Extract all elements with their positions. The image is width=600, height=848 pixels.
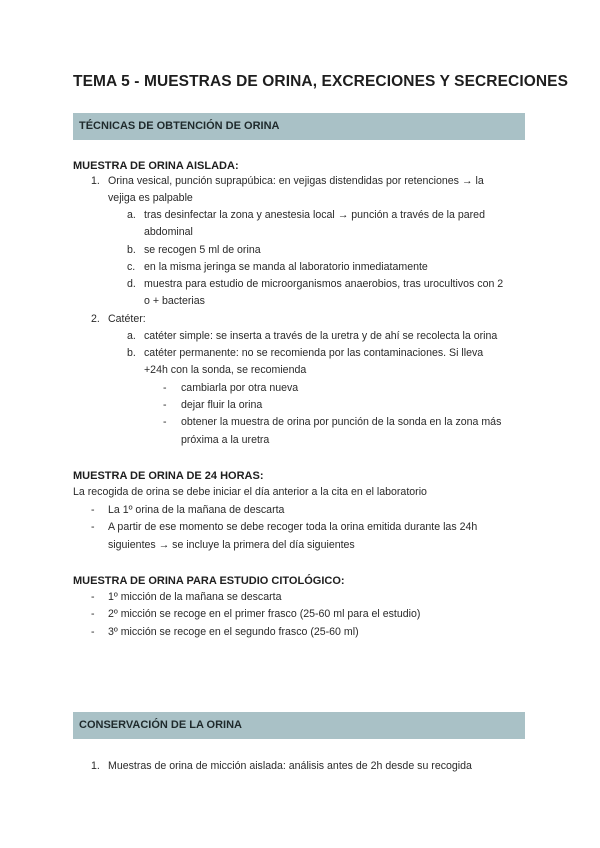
- dash-item-text: A partir de ese momento se debe recoger toda la orina emitida durante las 24h: [108, 521, 478, 533]
- dash-item-text: La 1º orina de la mañana de descarta: [108, 504, 285, 516]
- sublist-item-text-cont: +24h con la sonda, se recomienda: [144, 364, 307, 376]
- sublist-marker: a.: [127, 330, 136, 342]
- sublist-marker: b.: [127, 244, 136, 256]
- list-marker: 2.: [91, 313, 100, 325]
- list-item-text: Catéter:: [108, 313, 146, 325]
- list-item-text-cont: vejiga es palpable: [108, 192, 193, 204]
- sublist-item-text: muestra para estudio de microorganismos anaerobios, tras urocultivos con 2: [144, 278, 504, 290]
- dash-marker: -: [91, 608, 95, 620]
- sublist-item-text: catéter simple: se inserta a través de la uretra y de ahí se recolecta la orina: [144, 330, 498, 342]
- dash-item-text: cambiarla por otra nueva: [181, 382, 299, 394]
- dash-marker: -: [91, 521, 95, 533]
- dash-marker: -: [163, 416, 167, 428]
- dash-marker: -: [91, 504, 95, 516]
- sublist-item-text: tras desinfectar la zona y anestesia local → punción a través de la pared: [144, 209, 485, 221]
- dash-item-text-cont: próxima a la uretra: [181, 434, 270, 446]
- section-header-conservacion: [73, 712, 525, 739]
- sublist-item-text: en la misma jeringa se manda al laboratorio inmediatamente: [144, 261, 428, 273]
- sublist-item-text: se recogen 5 ml de orina: [144, 244, 261, 256]
- sublist-marker: a.: [127, 209, 136, 221]
- dash-item-text: 1º micción de la mañana se descarta: [108, 591, 282, 603]
- paragraph-intro: La recogida de orina se debe iniciar el día anterior a la cita en el laboratorio: [73, 486, 427, 498]
- sublist-marker: c.: [127, 261, 136, 273]
- dash-item-text-cont: siguientes → se incluye la primera del día siguientes: [108, 539, 355, 551]
- dash-item-text: dejar fluir la orina: [181, 399, 263, 411]
- dash-item-text: 3º micción se recoge en el segundo frasco (25-60 ml): [108, 626, 359, 638]
- dash-marker: -: [91, 626, 95, 638]
- page-title: TEMA 5 - MUESTRAS DE ORINA, EXCRECIONES Y SECRECIONES: [73, 73, 569, 90]
- sublist-marker: d.: [127, 278, 136, 290]
- sublist-item-text-cont: o + bacterias: [144, 295, 205, 307]
- subheading-citologico: MUESTRA DE ORINA PARA ESTUDIO CITOLÓGICO:: [73, 575, 345, 587]
- subheading-aislada: MUESTRA DE ORINA AISLADA:: [73, 160, 239, 172]
- section-header-label: CONSERVACIÓN DE LA ORINA: [79, 719, 242, 731]
- dash-item-text: obtener la muestra de orina por punción de la sonda en la zona más: [181, 416, 502, 428]
- section-header-label: TÉCNICAS DE OBTENCIÓN DE ORINA: [79, 120, 280, 132]
- dash-item-text: 2º micción se recoge en el primer frasco (25-60 ml para el estudio): [108, 608, 421, 620]
- subheading-24h: MUESTRA DE ORINA DE 24 HORAS:: [73, 470, 264, 482]
- sublist-marker: b.: [127, 347, 136, 359]
- section-header-obtencion: [73, 113, 525, 140]
- sublist-item-text: catéter permanente: no se recomienda por las contaminaciones. Si lleva: [144, 347, 484, 359]
- list-item-text: Orina vesical, punción suprapúbica: en vejigas distendidas por retenciones → la: [108, 175, 484, 187]
- dash-marker: -: [163, 399, 167, 411]
- dash-marker: -: [163, 382, 167, 394]
- list-marker: 1.: [91, 760, 100, 772]
- list-marker: 1.: [91, 175, 100, 187]
- list-item-text: Muestras de orina de micción aislada: análisis antes de 2h desde su recogida: [108, 760, 472, 772]
- dash-marker: -: [91, 591, 95, 603]
- sublist-item-text-cont: abdominal: [144, 226, 193, 238]
